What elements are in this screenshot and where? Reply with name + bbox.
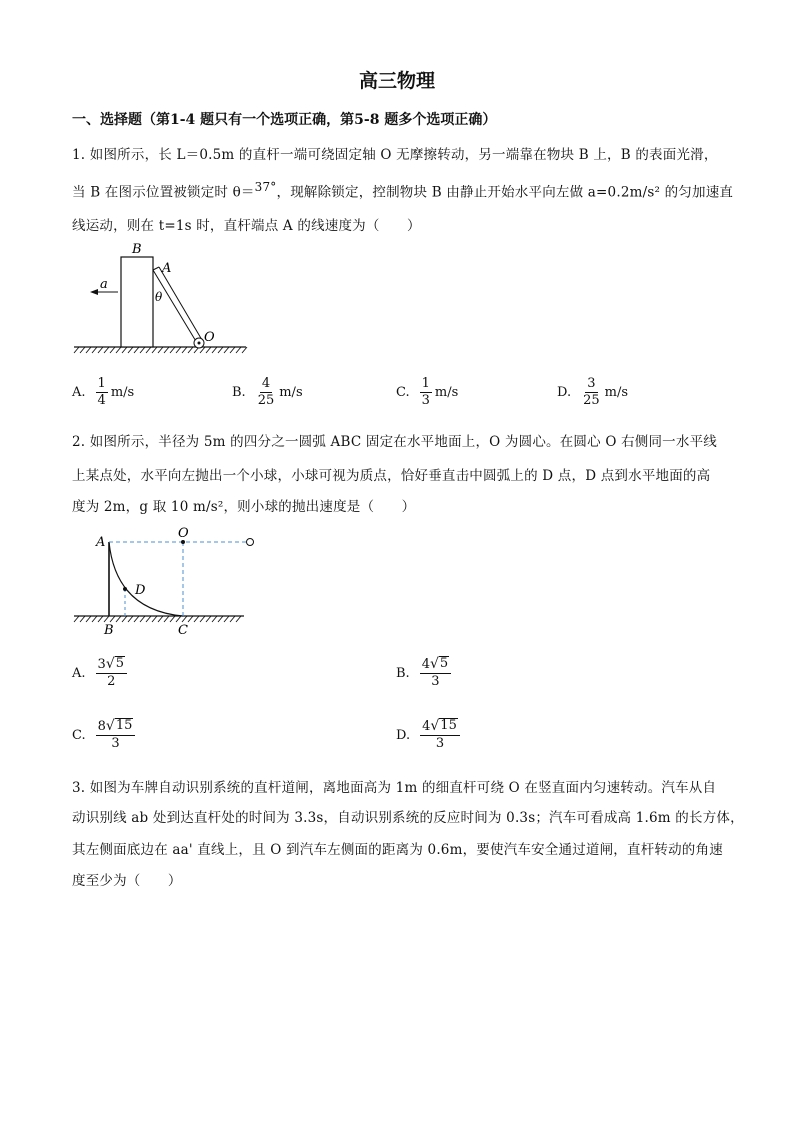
ground-hatch	[236, 616, 241, 622]
ground-hatch	[92, 347, 97, 353]
ground-hatch	[212, 347, 217, 353]
ground-hatch	[224, 347, 229, 353]
ground-hatch	[182, 347, 187, 353]
ground-hatch	[158, 616, 163, 622]
ground-hatch	[116, 616, 121, 622]
q1-text-line2b: ，现解除锁定，控制物块 B 由静止开始水平向左做 a=0.2m/s² 的匀加速直	[276, 184, 734, 201]
ground-hatch	[152, 616, 157, 622]
q1-block-b	[121, 257, 153, 347]
q1-option-b-fraction: $\frac{4}{25}$	[257, 376, 275, 408]
ground-hatch	[188, 616, 193, 622]
q2-figure	[68, 524, 268, 640]
ground-hatch	[110, 616, 115, 622]
q1-option-a-fraction: $\frac{1}{4}$	[97, 376, 106, 408]
q2-label-o: O	[178, 526, 189, 541]
ground-hatch	[182, 616, 187, 622]
ground-hatch	[122, 616, 127, 622]
q2-option-b-fraction: 4 √ 5 3	[420, 656, 451, 690]
ground-hatch	[218, 347, 223, 353]
q1-option-c[interactable]: C. $\frac{1}{3}$ m/s	[396, 376, 459, 408]
q1-option-d-fraction: $\frac{3}{25}$	[583, 376, 600, 408]
ground-hatch	[206, 347, 211, 353]
q2-option-c-fraction: 8 √ 15 3	[96, 718, 136, 752]
q2-label-c: C	[178, 623, 188, 638]
ground-hatch	[74, 347, 79, 353]
q1-label-b: B	[132, 242, 142, 257]
q2-ball	[247, 539, 254, 546]
q3-text-line2: 动识别线 ab 处到达直杆处的时间为 3.3s，自动识别系统的反应时间为 0.3s；汽车可看成高 1.6m 的长方体，	[72, 810, 744, 826]
q2-option-d[interactable]: D. 4 √ 15 3	[396, 718, 463, 752]
ground-hatch	[146, 347, 151, 353]
q1-accel-arrow	[90, 289, 98, 295]
ground-hatch	[230, 616, 235, 622]
ground-hatch	[86, 616, 91, 622]
section-heading: 一、选择题（第1-4 题只有一个选项正确，第5-8 题多个选项正确）	[72, 112, 497, 128]
ground-hatch	[116, 347, 121, 353]
ground-hatch	[242, 347, 247, 353]
ground-hatch	[164, 347, 169, 353]
q1-label-o: O	[204, 330, 215, 345]
q2-option-b[interactable]: B. 4 √ 5 3	[396, 656, 454, 690]
q2-option-c[interactable]: C. 8 √ 15 3	[72, 718, 138, 752]
ground-hatch	[92, 616, 97, 622]
q1-label-theta: θ	[155, 290, 163, 304]
ground-hatch	[128, 616, 133, 622]
ground-hatch	[224, 616, 229, 622]
ground-hatch	[236, 347, 241, 353]
ground-hatch	[104, 616, 109, 622]
ground-hatch	[140, 347, 145, 353]
ground-hatch	[176, 616, 181, 622]
q3-text-line1: 3. 如图为车牌自动识别系统的直杆道闸，离地面高为 1m 的细直杆可绕 O 在竖直面内匀速转动。汽车从自	[72, 780, 717, 796]
ground-hatch	[170, 347, 175, 353]
ground-hatch	[194, 616, 199, 622]
q1-label-a: A	[162, 261, 172, 276]
q2-label-d: D	[135, 583, 146, 598]
q1-text-line2	[72, 180, 733, 201]
ground-hatch	[80, 347, 85, 353]
ground-hatch	[188, 347, 193, 353]
q3-text-line3: 其左侧面底边在 aa' 直线上，且 O 到汽车左侧面的距离为 0.6m，要使汽车安全通过道闸，直杆转动的角速	[72, 842, 723, 858]
ground-hatch	[200, 616, 205, 622]
q2-label-a: A	[96, 535, 106, 550]
q1-figure	[68, 240, 258, 360]
ground-hatch	[128, 347, 133, 353]
ground-hatch	[122, 347, 127, 353]
ground-hatch	[230, 347, 235, 353]
page-title: 高三物理	[358, 70, 435, 92]
q1-option-d[interactable]: D. $\frac{3}{25}$ m/s	[557, 376, 629, 408]
ground-hatch	[176, 347, 181, 353]
ground-hatch	[98, 347, 103, 353]
q2-label-b: B	[104, 623, 114, 638]
q2-option-a[interactable]: A. 3 √ 5 2	[72, 656, 130, 690]
q1-label-accel: a	[100, 277, 108, 292]
q1-text-line1: 1. 如图所示，长 L＝0.5m 的直杆一端可绕固定轴 O 无摩擦转动，另一端靠在物块 B 上，B 的表面光滑，	[72, 147, 718, 163]
ground-hatch	[140, 616, 145, 622]
q2-arc-abc	[109, 542, 183, 616]
q2-point-d	[123, 587, 127, 591]
ground-hatch	[134, 616, 139, 622]
q1-option-a[interactable]: A. $\frac{1}{4}$ m/s	[72, 376, 135, 408]
ground-hatch	[218, 616, 223, 622]
ground-hatch	[134, 347, 139, 353]
ground-hatch	[104, 347, 109, 353]
ground-hatch	[98, 616, 103, 622]
ground-hatch	[206, 616, 211, 622]
ground-hatch	[86, 347, 91, 353]
q1-option-b[interactable]: B. $\frac{4}{25}$ m/s	[232, 376, 303, 408]
q2-text-line2: 上某点处，水平向左抛出一个小球，小球可视为质点，恰好垂直击中圆弧上的 D 点，D 点到水平地面的高	[72, 468, 711, 484]
q1-text-line2a: 当 B 在图示位置被锁定时 θ＝	[72, 184, 255, 201]
q3-text-line4: 度至少为（ ）	[72, 873, 182, 889]
ground-hatch	[146, 616, 151, 622]
ground-hatch	[110, 347, 115, 353]
q1-angle: 37°	[254, 180, 277, 194]
ground-hatch	[170, 616, 175, 622]
ground-hatch	[164, 616, 169, 622]
ground-hatch	[158, 347, 163, 353]
q1-ground	[74, 347, 247, 353]
q2-option-d-fraction: 4 √ 15 3	[420, 718, 460, 752]
q2-option-a-fraction: 3 √ 5 2	[96, 656, 127, 690]
q1-option-c-fraction: $\frac{1}{3}$	[421, 376, 430, 408]
ground-hatch	[152, 347, 157, 353]
q1-text-line3: 线运动，则在 t=1s 时，直杆端点 A 的线速度为（ ）	[72, 218, 421, 234]
q2-text-line1: 2. 如图所示，半径为 5m 的四分之一圆弧 ABC 固定在水平地面上，O 为圆心。在圆心 O 右侧同一水平线	[72, 434, 717, 450]
q2-text-line3: 度为 2m，g 取 10 m/s²，则小球的抛出速度是（ ）	[72, 499, 416, 515]
ground-hatch	[74, 616, 79, 622]
ground-hatch	[212, 616, 217, 622]
ground-hatch	[80, 616, 85, 622]
